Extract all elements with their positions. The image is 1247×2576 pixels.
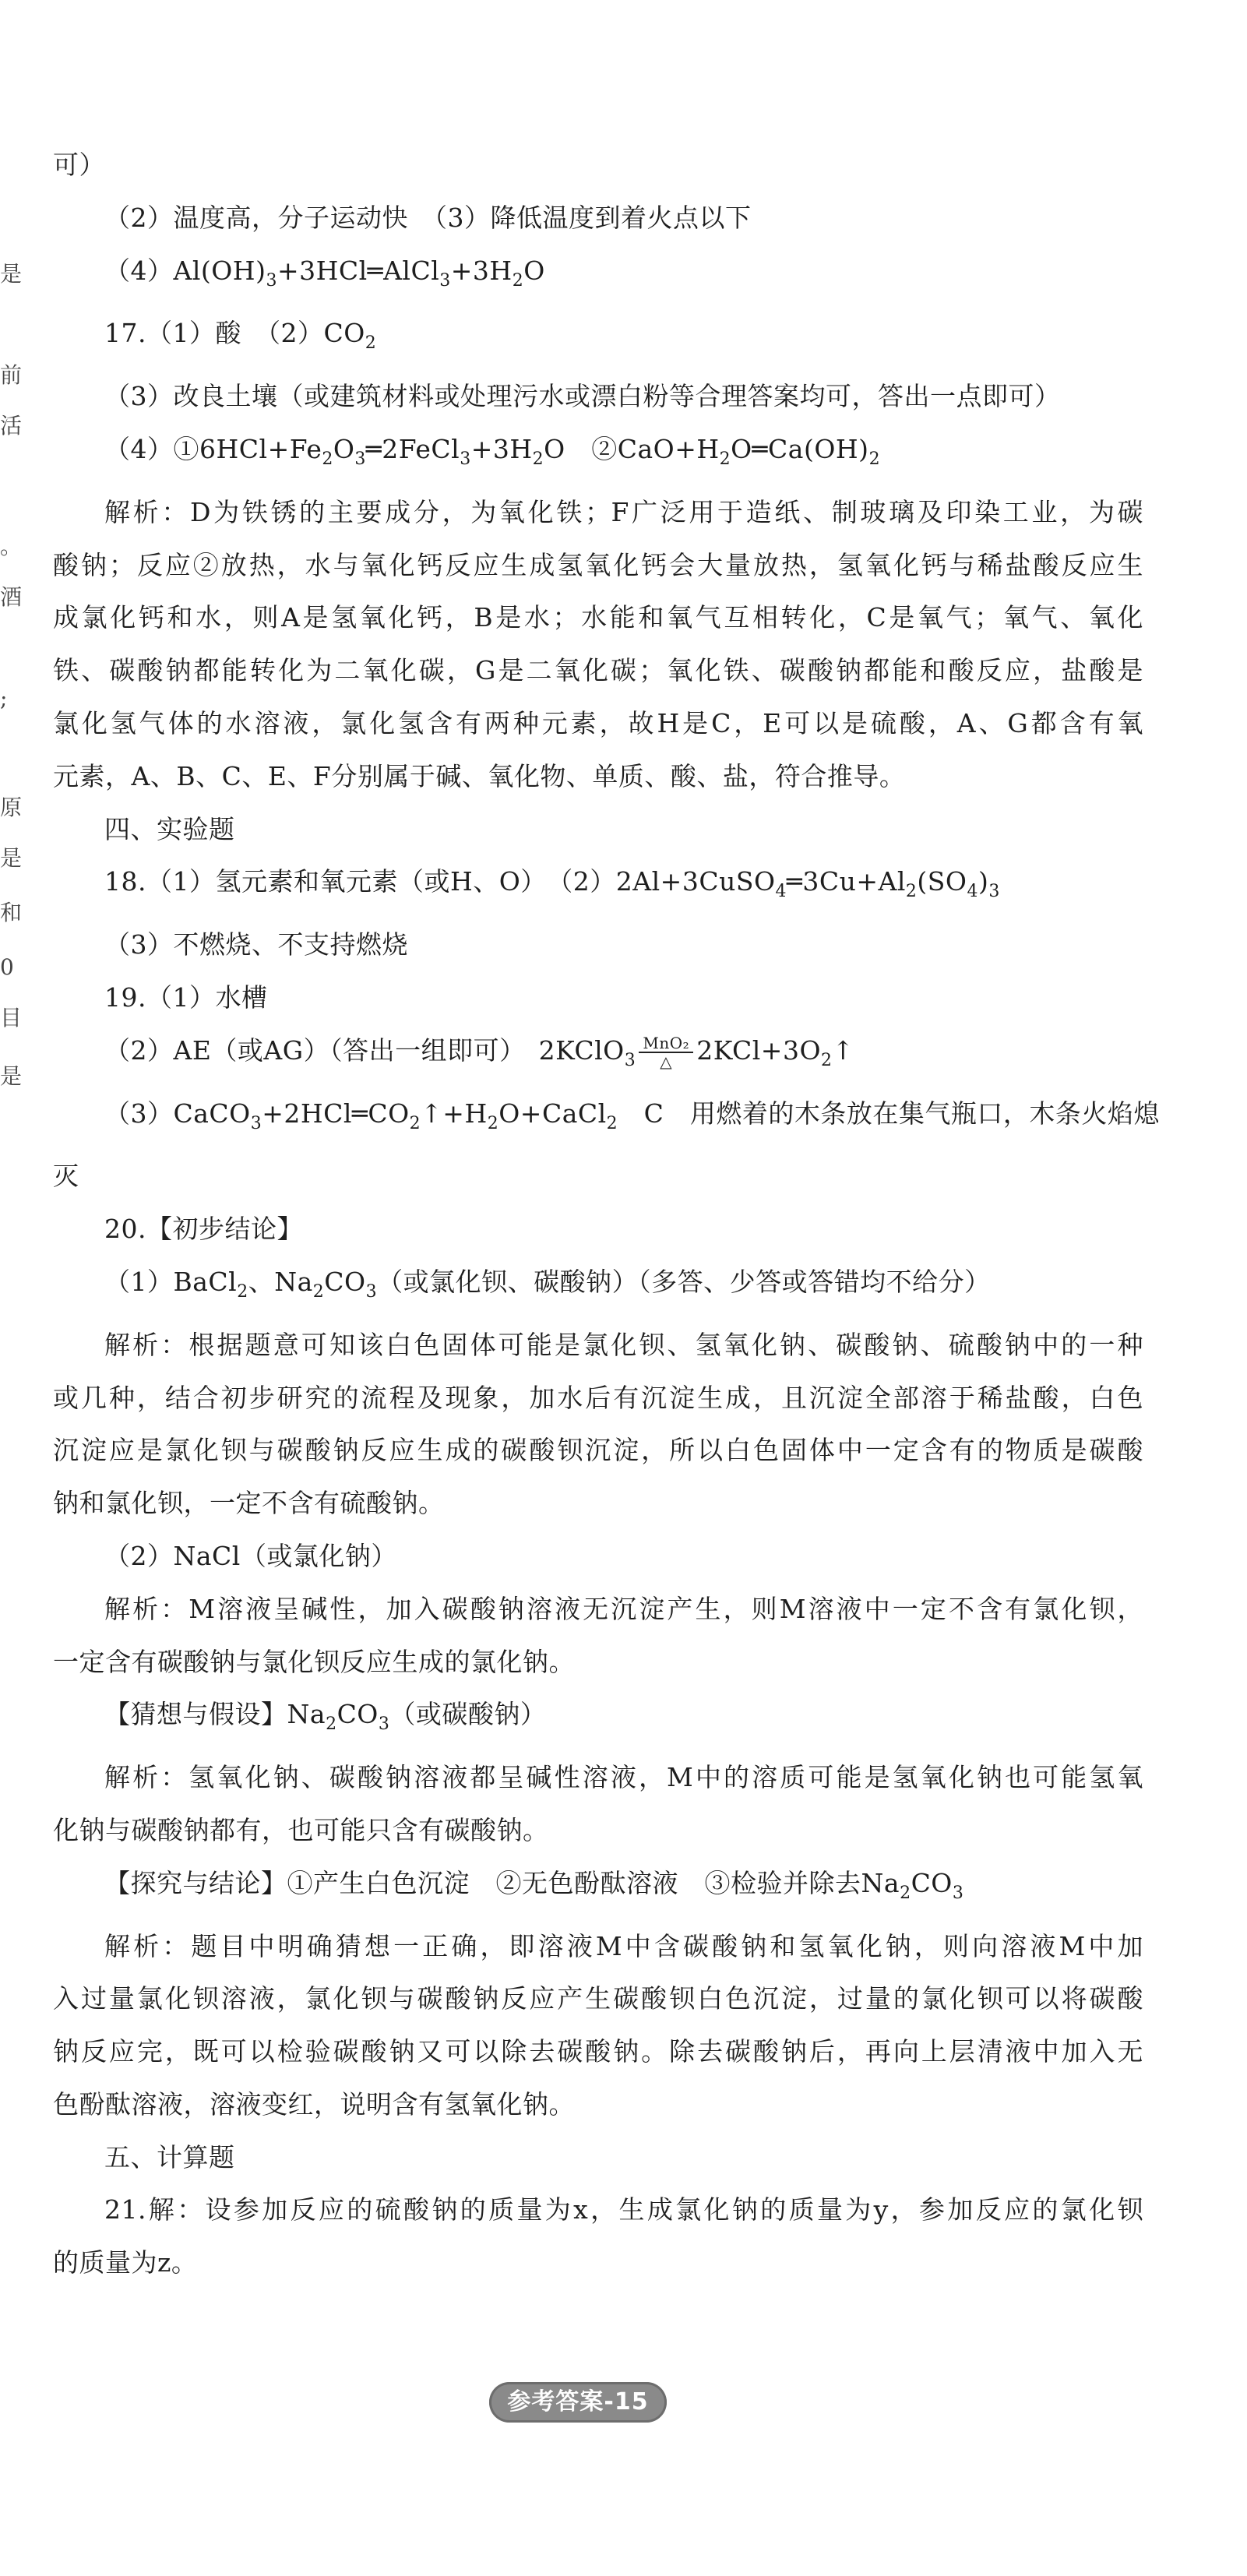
subscript: 3 bbox=[952, 1883, 964, 1903]
analysis-line: 入过量氯化钡溶液，氯化钡与碳酸钠反应产生碳酸钡白色沉淀，过量的氯化钡可以将碳酸 bbox=[53, 1983, 1143, 2014]
analysis-line: 元素，A、B、C、E、F分别属于碱、氧化物、单质、酸、盐，符合推导。 bbox=[53, 760, 906, 791]
eq-part: （或碳酸钠） bbox=[389, 1699, 547, 1730]
subscript: 2 bbox=[821, 1050, 833, 1070]
eq-part: O bbox=[523, 255, 545, 286]
margin-char: 原 bbox=[0, 795, 23, 820]
eq-part: 【探究与结论】①产生白色沉淀 ②无色酚酞溶液 ③检验并除去Na bbox=[104, 1867, 900, 1898]
eq-part: ═3Cu+Al bbox=[787, 866, 906, 897]
margin-char: 前 bbox=[0, 362, 23, 388]
eq-part: （或氯化钡、碳酸钠）（多答、少答或答错均不给分） bbox=[377, 1266, 991, 1297]
text-line: （2）温度高，分子运动快 （3）降低温度到着火点以下 bbox=[104, 202, 752, 233]
subscript: 3 bbox=[439, 270, 451, 291]
eq-part: 2KCl+3O bbox=[696, 1034, 822, 1066]
analysis-line: 铁、碳酸钠都能转化为二氧化碳，G是二氧化碳；氧化铁、碳酸钠都能和酸反应，盐酸是 bbox=[53, 655, 1143, 686]
reaction-condition bbox=[639, 1034, 693, 1070]
margin-char: 是 bbox=[0, 845, 23, 871]
equation-line bbox=[53, 1024, 1143, 1087]
equation-line bbox=[53, 1087, 1160, 1151]
equation-line bbox=[53, 307, 1143, 370]
subscript: 2 bbox=[868, 449, 881, 469]
eq-part: （4）Al(OH) bbox=[104, 255, 266, 286]
subscript: 2 bbox=[312, 1281, 325, 1302]
analysis-line: 或几种，结合初步研究的流程及现象，加水后有沉淀生成，且沉淀全部溶于稀盐酸，白色 bbox=[53, 1382, 1143, 1413]
subscript: 3 bbox=[624, 1050, 636, 1070]
eq-part: O═Ca(OH) bbox=[731, 433, 869, 464]
heat-symbol: △ bbox=[660, 1052, 673, 1071]
subscript: 3 bbox=[378, 1714, 390, 1735]
subscript: 3 bbox=[266, 270, 277, 291]
eq-part: +3H bbox=[470, 433, 533, 464]
analysis-line: 色酚酞溶液，溶液变红，说明含有氢氧化钠。 bbox=[53, 2088, 575, 2120]
text-line: 灭 bbox=[53, 1161, 79, 1192]
subscript: 3 bbox=[354, 449, 366, 469]
eq-part: O bbox=[333, 433, 355, 464]
subscript: 2 bbox=[606, 1113, 618, 1133]
subscript: 2 bbox=[512, 270, 524, 291]
text-line: （2）NaCl（或氯化钠） bbox=[104, 1540, 397, 1571]
equation-line bbox=[53, 1256, 1143, 1319]
subscript: 2 bbox=[487, 1113, 499, 1133]
equation-line bbox=[53, 1857, 1143, 1920]
equation-line bbox=[53, 1688, 1143, 1751]
subscript: 2 bbox=[322, 449, 333, 469]
subscript: 2 bbox=[719, 449, 731, 469]
margin-char: 是 bbox=[0, 1063, 23, 1089]
eq-part: CO bbox=[911, 1867, 953, 1898]
analysis-line: 解析：M溶液呈碱性，加入碳酸钠溶液无沉淀产生，则M溶液中一定不含有氯化钡， bbox=[104, 1593, 1143, 1624]
subscript: 4 bbox=[775, 882, 787, 902]
analysis-line: 解析：根据题意可知该白色固体可能是氯化钡、氢氧化钠、碳酸钠、硫酸钠中的一种 bbox=[104, 1329, 1143, 1360]
eq-part: O ②CaO+H bbox=[544, 433, 720, 464]
eq-part: CO bbox=[324, 1266, 366, 1297]
analysis-line: 钠反应完，既可以检验碳酸钠又可以除去碳酸钠。除去碳酸钠后，再向上层清液中加入无 bbox=[53, 2036, 1143, 2067]
subscript: 2 bbox=[905, 882, 918, 902]
margin-char: ; bbox=[0, 685, 8, 711]
text-line: （3）不燃烧、不支持燃烧 bbox=[104, 929, 408, 960]
solution-line: 21.解：设参加反应的硫酸钠的质量为x，生成氯化钠的质量为y，参加反应的氯化钡 bbox=[104, 2194, 1143, 2225]
section-heading: 五、计算题 bbox=[104, 2141, 235, 2173]
left-margin-fragments bbox=[0, 234, 22, 1168]
margin-char: 目 bbox=[0, 1005, 23, 1031]
subscript: 3 bbox=[988, 882, 1000, 902]
eq-part: 17.（1）酸 （2）CO bbox=[104, 318, 365, 349]
margin-char: 酒 bbox=[0, 584, 23, 610]
eq-part: 、Na bbox=[248, 1266, 313, 1297]
eq-part: （4）①6HCl+Fe bbox=[104, 433, 322, 464]
subscript: 2 bbox=[900, 1883, 911, 1903]
text-line: （3）改良土壤（或建筑材料或处理污水或漂白粉等合理答案均可，答出一点即可） bbox=[104, 381, 1061, 412]
eq-part: （2）AE（或AG）（答出一组即可） 2KClO bbox=[104, 1034, 625, 1066]
analysis-line: 解析：D为铁锈的主要成分，为氧化铁；F广泛用于造纸、制玻璃及印染工业，为碳 bbox=[104, 496, 1143, 527]
subscript: 3 bbox=[460, 449, 471, 469]
eq-part: 18.（1）氢元素和氧元素（或H、O） （2）2Al+3CuSO bbox=[104, 866, 776, 897]
eq-part: C 用燃着的木条放在集气瓶口，木条火焰熄 bbox=[618, 1098, 1160, 1129]
text-line: 可） bbox=[53, 150, 105, 180]
section-heading: 四、实验题 bbox=[104, 813, 235, 844]
eq-part: ═2FeCl bbox=[365, 433, 460, 464]
analysis-line: 沉淀应是氯化钡与碳酸钠反应生成的碳酸钡沉淀，所以白色固体中一定含有的物质是碳酸 bbox=[53, 1435, 1143, 1466]
subscript: 4 bbox=[967, 882, 978, 902]
equation-line bbox=[53, 855, 1143, 918]
analysis-line: 钠和氯化钡，一定不含有硫酸钠。 bbox=[53, 1488, 445, 1519]
eq-part: +2HCl═CO bbox=[262, 1098, 410, 1129]
eq-part: ) bbox=[978, 866, 989, 897]
eq-part: O+CaCl bbox=[498, 1098, 607, 1129]
answer-content bbox=[53, 139, 1160, 2289]
eq-part: （1）BaCl bbox=[104, 1266, 238, 1297]
analysis-line: 氯化氢气体的水溶液，氯化氢含有两种元素，故H是C，E可以是硫酸，A、G都含有氧 bbox=[53, 707, 1143, 738]
analysis-line: 化钠与碳酸钠都有，也可能只含有碳酸钠。 bbox=[53, 1814, 549, 1845]
subscript: 2 bbox=[532, 449, 544, 469]
margin-char: 。 bbox=[0, 534, 23, 559]
analysis-line: 一定含有碳酸钠与氯化钡反应生成的氯化钠。 bbox=[53, 1646, 575, 1677]
analysis-line: 解析：题目中明确猜想一正确，即溶液M中含碳酸钠和氢氧化钠，则向溶液M中加 bbox=[104, 1930, 1143, 1961]
text-line: 19.（1）水槽 bbox=[104, 981, 268, 1013]
solution-line: 的质量为z。 bbox=[53, 2247, 198, 2278]
page-number-badge: 参考答案-15 bbox=[489, 2382, 667, 2423]
margin-char: 0 bbox=[0, 954, 14, 980]
analysis-line: 解析：氢氧化钠、碳酸钠溶液都呈碱性溶液，M中的溶质可能是氢氧化钠也可能氢氧 bbox=[104, 1762, 1143, 1793]
eq-part: (SO bbox=[917, 866, 967, 897]
margin-char: 活 bbox=[0, 413, 23, 439]
question-heading: 20.【初步结论】 bbox=[104, 1214, 303, 1245]
subscript: 2 bbox=[326, 1714, 337, 1735]
eq-part: ↑+H bbox=[421, 1098, 488, 1129]
subscript: 2 bbox=[365, 333, 377, 354]
subscript: 2 bbox=[409, 1113, 421, 1133]
eq-part: CO bbox=[336, 1699, 379, 1730]
eq-part: +3H bbox=[450, 255, 513, 286]
analysis-line: 酸钠；反应②放热，水与氧化钙反应生成氢氧化钙会大量放热，氢氧化钙与稀盐酸反应生 bbox=[53, 549, 1143, 580]
analysis-line: 成氯化钙和水，则A是氢氧化钙，B是水；水能和氧气互相转化，C是氧气；氧气、氧化 bbox=[53, 602, 1143, 633]
equation-line bbox=[53, 423, 1143, 486]
margin-char: 是 bbox=[0, 261, 23, 287]
subscript: 3 bbox=[250, 1113, 262, 1133]
subscript: 2 bbox=[237, 1281, 248, 1302]
eq-part: +3HCl═AlCl bbox=[277, 255, 440, 286]
margin-char: 和 bbox=[0, 900, 23, 925]
equation-line bbox=[53, 245, 1143, 308]
eq-part: ↑ bbox=[832, 1034, 854, 1066]
subscript: 3 bbox=[365, 1281, 378, 1302]
eq-part: （3）CaCO bbox=[104, 1098, 251, 1129]
eq-part: 【猜想与假设】Na bbox=[104, 1699, 326, 1730]
catalyst-label: MnO₂ bbox=[643, 1033, 690, 1052]
